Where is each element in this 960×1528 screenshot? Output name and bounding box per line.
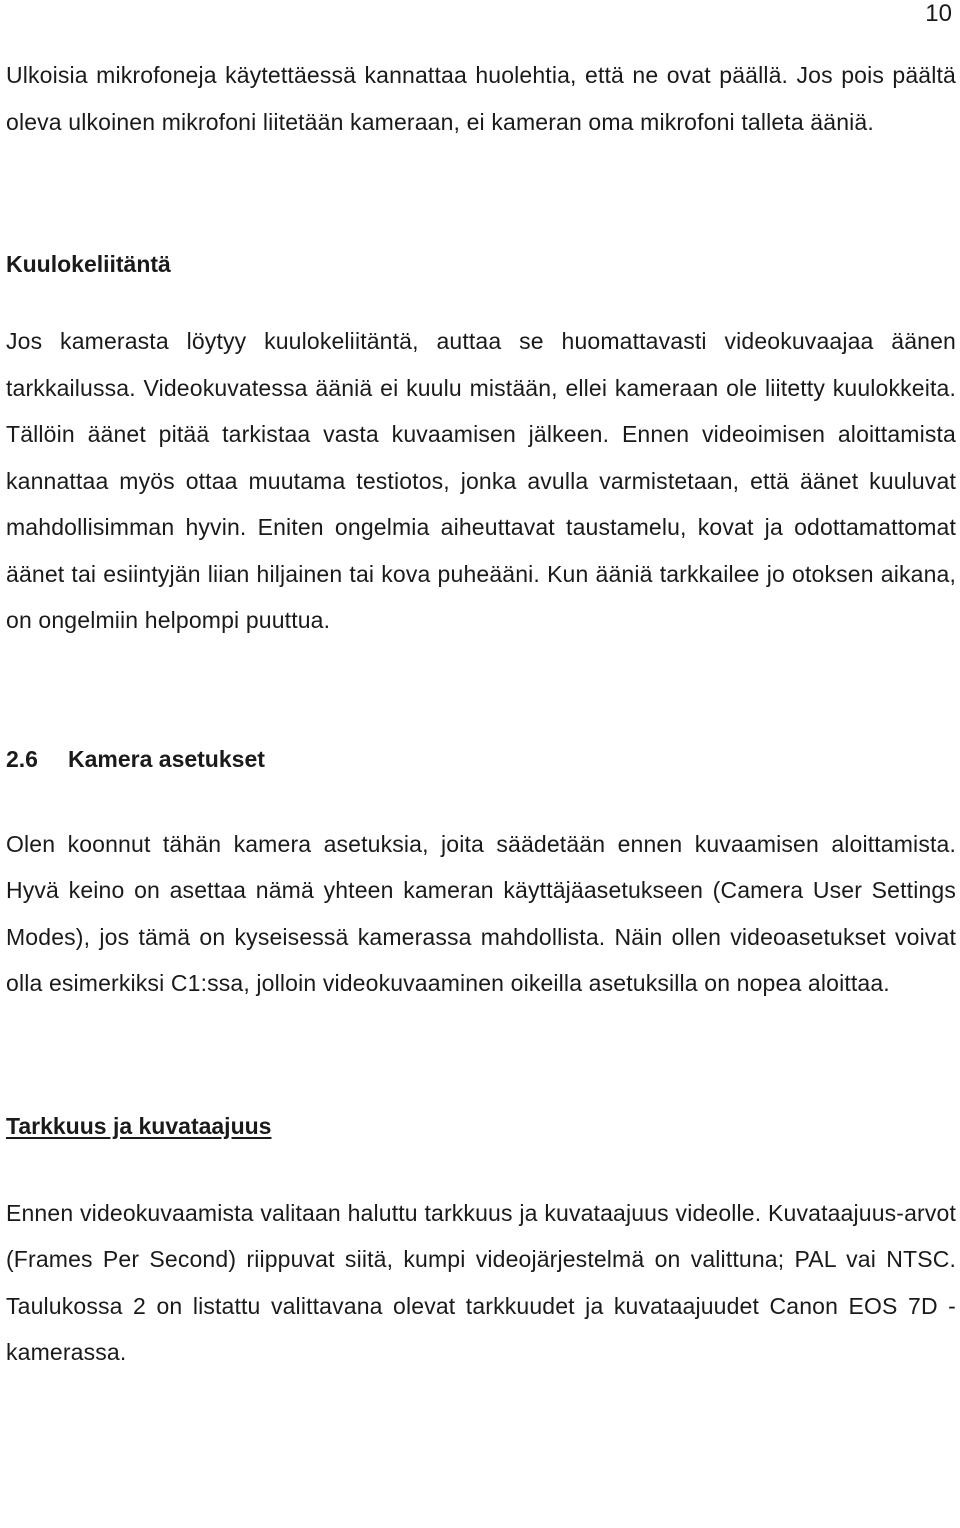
section-heading-camera-settings [6, 736, 956, 782]
document-body [6, 52, 956, 1376]
section-title: Kamera asetukset [68, 745, 265, 772]
paragraph-external-microphones: Ulkoisia mikrofoneja käytettäessä kannattaa huolehtia, että ne ovat päällä. Jos pois päältä oleva ulkoinen mikrofoni liitetään kameraan, ei kameran oma mikrofoni talleta ääniä. [6, 62, 956, 135]
paragraph-resolution-framerate: Ennen videokuvaamista valitaan haluttu tarkkuus ja kuvataajuus videolle. Kuvataajuus-arvot (Frames Per Second) riippuvat siitä, kumpi videojärjestelmä on valittuna; PAL vai NTSC. Taulukossa 2 on listattu valittavana olevat tarkkuudet ja kuvataajuudet Canon EOS 7D -kamerassa. [6, 1199, 956, 1365]
paragraph-camera-settings: Olen koonnut tähän kamera asetuksia, joita säädetään ennen kuvaamisen aloittamista. Hyvä keino on asettaa nämä yhteen kameran käyttäjäasetukseen (Camera User Settings Modes), jos tämä on kyseisessä kamerassa mahdollista. Näin ollen videoasetukset voivat olla esimerkiksi C1:ssa, jolloin videokuvaaminen oikeilla asetuksilla on nopea aloittaa. [6, 830, 956, 996]
section-number: 2.6 [6, 745, 38, 772]
page-number: 10 [925, 0, 952, 27]
paragraph-headphone-jack: Jos kamerasta löytyy kuulokeliitäntä, auttaa se huomattavasti videokuvaajaa äänen tarkkailussa. Videokuvatessa ääniä ei kuulu mistään, ellei kameraan ole liitetty kuulokkeita. Tällöin äänet pitää tarkistaa vasta kuvaamisen jälkeen. Ennen videoimisen aloittamista kannattaa myös ottaa muutama testiotos, jonka avulla varmistetaan, että äänet kuuluvat mahdollisimman hyvin. Eniten ongelmia aiheuttavat taustamelu, kovat ja odottamattomat äänet tai esiintyjän liian hiljainen tai kova puheääni. Kun ääniä tarkkailee jo otoksen aikana, on ongelmiin helpompi puuttua. [6, 328, 956, 633]
heading-kuulokeliitanta: Kuulokeliitäntä [6, 251, 171, 277]
heading-tarkkuus-ja-kuvataajuus: Tarkkuus ja kuvataajuus [6, 1112, 272, 1139]
